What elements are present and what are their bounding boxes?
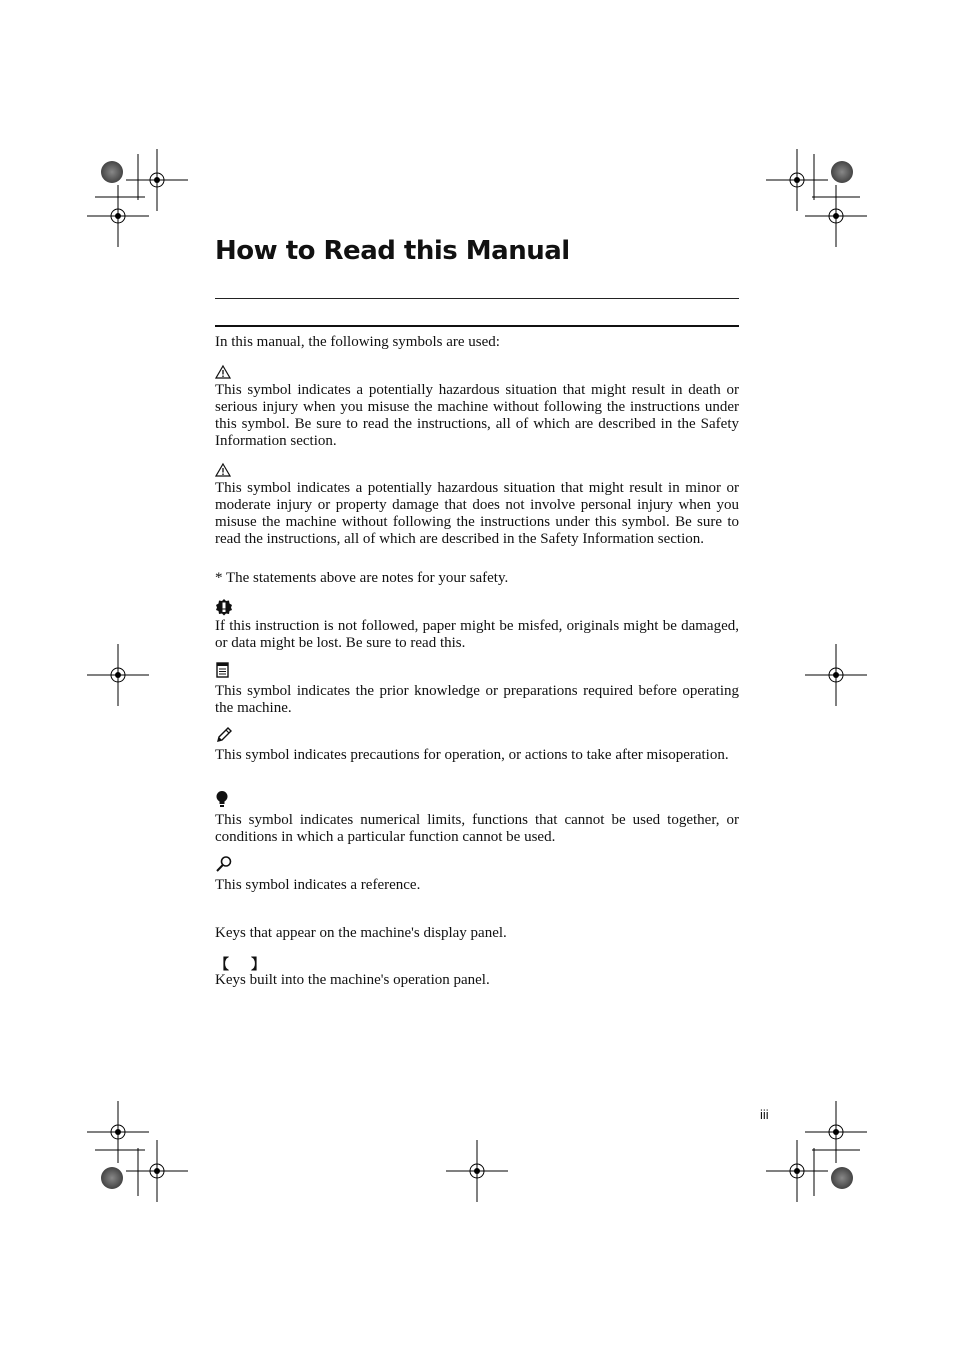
section-rule [215, 325, 739, 327]
note-pencil-icon [215, 726, 233, 744]
note-text: This symbol indicates precautions for operation, or actions to take after misoperation. [215, 747, 729, 763]
warning-text: This symbol indicates a potentially hazardous situation that might result in death or serious injury when you misuse the machine without following the instructions under this symbol. Be sure to read the instructions, all of which are described in the Safety Information section. [215, 382, 739, 449]
reference-text: This symbol indicates a reference. [215, 877, 421, 893]
limitation-text: This symbol indicates numerical limits, functions that cannot be used together, or conditions in which a particular function cannot be used. [215, 812, 739, 845]
intro-text: In this manual, the following symbols are used: [215, 334, 500, 350]
page-number: iii [760, 1107, 769, 1122]
preparation-text: This symbol indicates the prior knowledge or preparations required before operating the machine. [215, 683, 739, 716]
important-icon [215, 598, 233, 616]
safety-note: * The statements above are notes for your safety. [215, 570, 509, 586]
reference-magnifier-icon [215, 855, 233, 873]
page-title: How to Read this Manual [215, 236, 570, 266]
bracket-right: 】 [251, 957, 265, 973]
panel-keys-text: Keys built into the machine's operation panel. [215, 972, 490, 988]
preparation-icon [215, 661, 233, 679]
caution-text: This symbol indicates a potentially hazardous situation that might result in minor or moderate injury or property damage that does not involve personal injury when you misuse the machine without following the instructions under this symbol. Be sure to read the instructions, all of which are described in the Safety Information section. [215, 480, 739, 547]
limitation-bulb-icon [215, 790, 233, 808]
bracket-left: 【 [215, 957, 229, 973]
important-text: If this instruction is not followed, paper might be misfed, originals might be damaged, or data might be lost. Be sure to read this. [215, 618, 739, 651]
title-rule [215, 298, 739, 299]
panel-key-brackets [215, 954, 265, 974]
warning-triangle-icon [215, 364, 233, 382]
caution-triangle-icon [215, 462, 233, 480]
display-keys-text: Keys that appear on the machine's display panel. [215, 925, 507, 941]
